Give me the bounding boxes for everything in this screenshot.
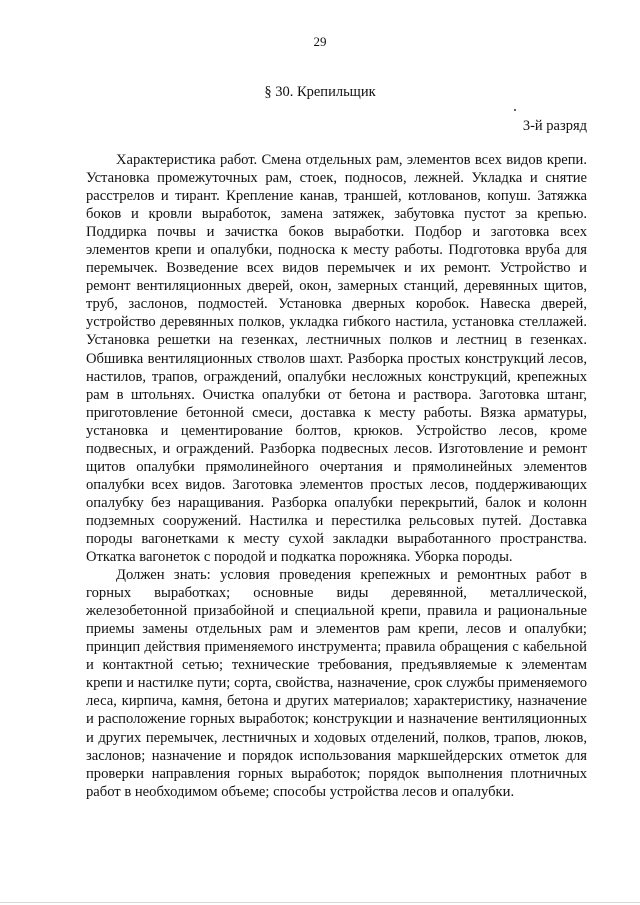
page-number: 29 — [313, 34, 327, 49]
paragraph-work-characteristics: Характеристика работ. Смена отдельных рам, элементов всех видов крепи. Установка промежуточных рам, стоек, подносов, лежней. Укладка и снятие расстрелов и тирант. Крепление канав, траншей, котлованов, копуш. Затяжка боков и кровли выработок, замена затяжек, забутовка пустот за крепью. Поддирка почвы и зачистка боков выработки. Подбор и заготовка всех элементов крепи и опалубки, подноска к месту работы. Подготовка вруба для перемычек. Возведение всех видов перемычек и их ремонт. Устройство и ремонт вентиляционных дверей, окон, замерных станций, деревянных щитов, труб, заслонов, подмостей. Установка дверных коробок. Навеска дверей, устройство деревянных полков, укладка гибкого настила, установка стеллажей. Установка решетки на гезенках, лестничных полков и лестниц в гезенках. Обшивка вентиляционных стволов шахт. Разборка простых конструкций лесов, настилов, трапов, ограждений, опалубки несложных конструкций, крепежных рам в штольнях. Очистка опалубки от бетона и раствора. Заготовка штанг, приготовление бетонной смеси, доставка к месту работы. Вязка арматуры, установка и цементирование болтов, крюков. Устройство лесов, кроме подвесных, и ограждений. Разборка подвесных лесов. Изготовление и ремонт щитов опалубки прямолинейного очертания и прямолинейных элементов опалубки всех видов. Заготовка элементов простых лесов, поддерживающих опалубку без наращивания. Разборка опалубки перекрытий, балок и колонн подземных сооружений. Настилка и перестилка рельсовых путей. Доставка породы вагонетками к месту сухой закладки выработанного пространства. Откатка вагонеток с породой и подкатка порожняка. Уборка породы. — [86, 152, 587, 566]
page-bottom-edge — [0, 902, 640, 903]
body-text — [86, 151, 587, 801]
paragraph-required-knowledge: Должен знать: условия проведения крепежных и ремонтных работ в горных выработках; основные виды деревянной, металлической, железобетонной призабойной и специальной крепи, правила и рациональные приемы замены отдельных рам и элементов рам крепи, лесов и опалубки; принцип действия применяемого инструмента; правила обращения с кабельной и контактной сетью; технические требования, предъявляемые к элементам крепи и настилке пути; сорта, свойства, назначение, срок службы применяемого леса, кирпича, камня, бетона и других материалов; характеристику, назначение и расположение горных выработок; конструкции и назначение вентиляционных и других перемычек, лестничных и ходовых отделений, полков, трапов, люков, заслонов; назначение и порядок использования маркшейдерских отметок для проверки направления горных выработок; порядок выполнения плотничных работ в необходимом объеме; способы устройства лесов и опалубки. — [86, 567, 587, 800]
scan-speck — [514, 109, 516, 111]
grade-label: 3-й разряд — [522, 118, 587, 134]
section-title: § 30. Крепильщик — [264, 84, 376, 100]
